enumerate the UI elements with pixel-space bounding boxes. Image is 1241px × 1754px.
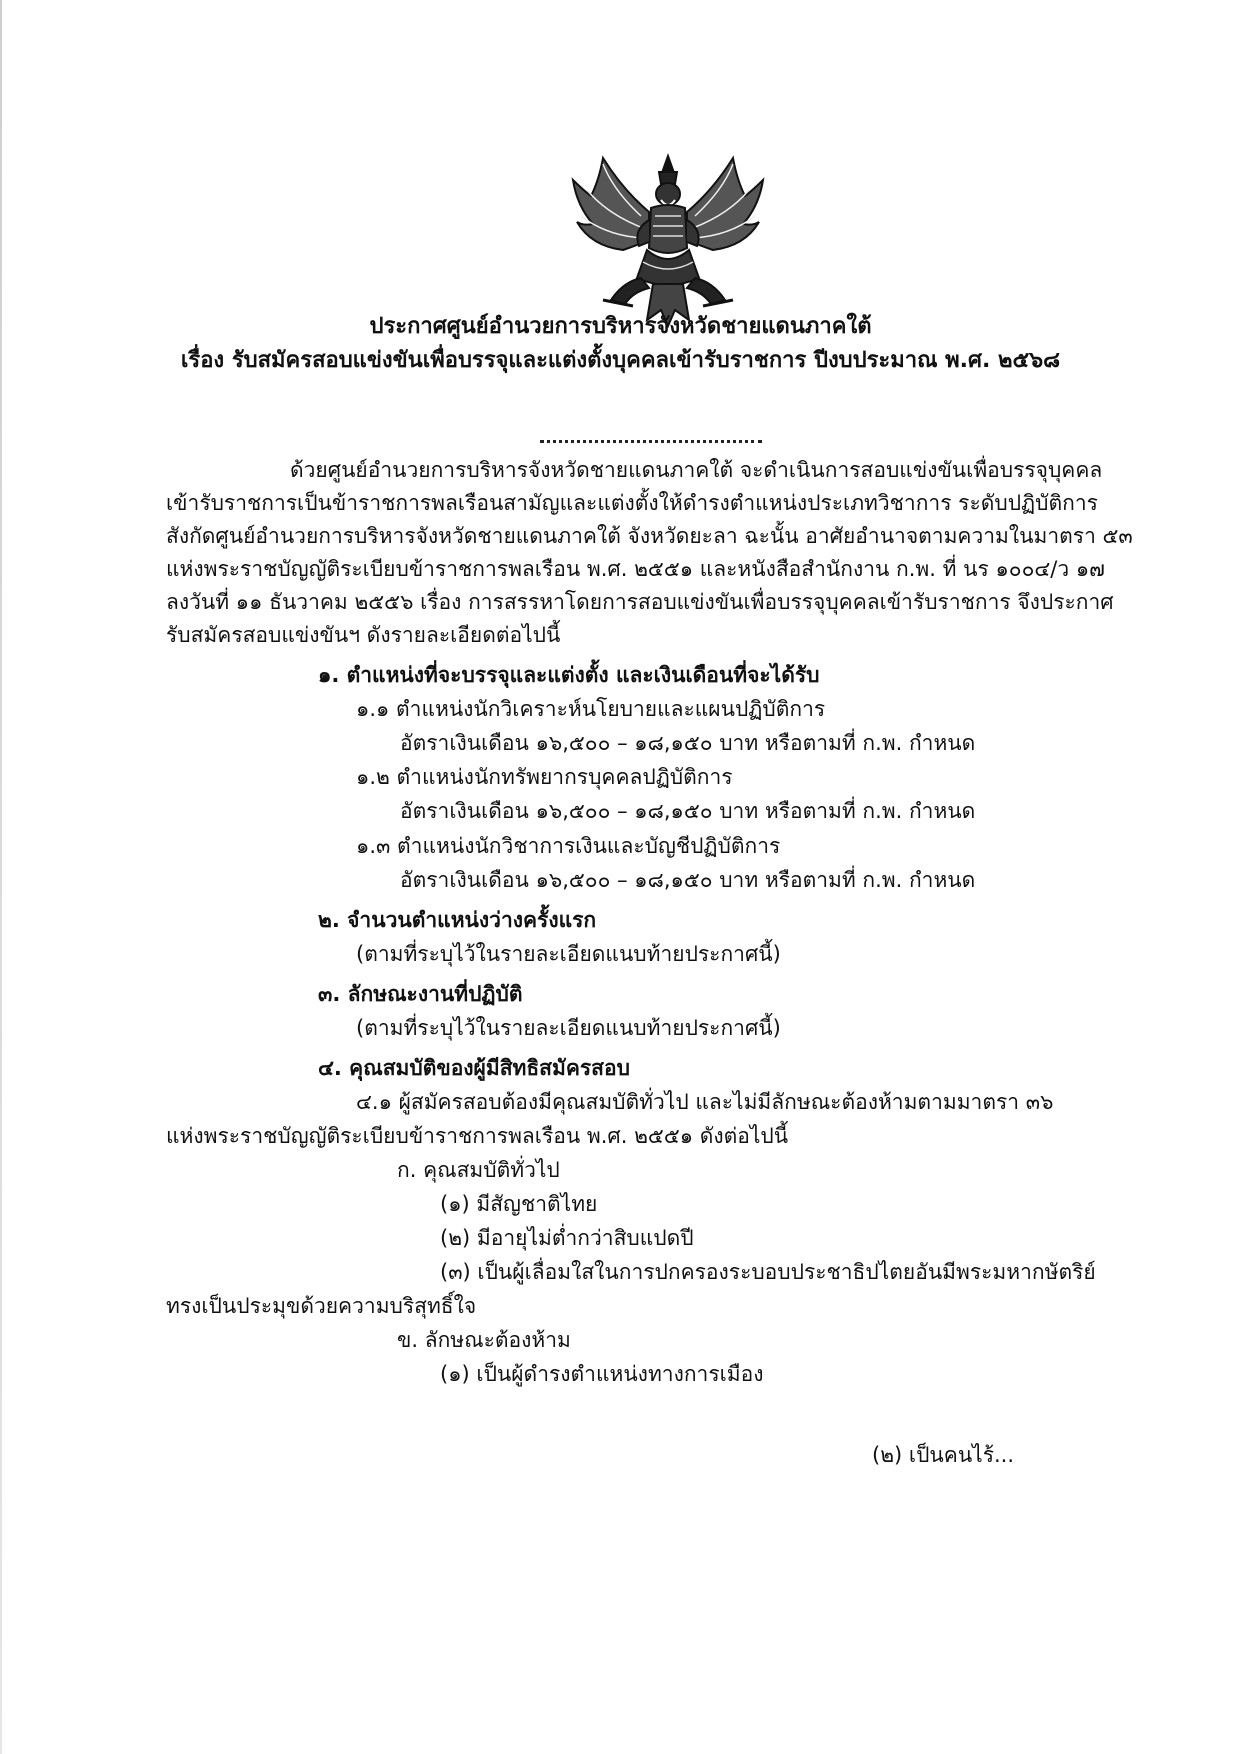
- position-1-salary: อัตราเงินเดือน ๑๖,๕๐๐ – ๑๘,๑๕๐ บาท หรือตามที่ ก.พ. กำหนด: [400, 731, 976, 755]
- intro-line-4: แห่งพระราชบัญญัติระเบียบข้าราชการพลเรือน พ.ศ. ๒๕๕๑ และหนังสือสำนักงาน ก.พ. ที่ นร ๑๐๐๔/ว ๑๗: [166, 557, 1105, 581]
- general-item-1: (๑) มีสัญชาติไทย: [440, 1192, 598, 1216]
- position-1-title: ๑.๑ ตำแหน่งนักวิเคราะห์นโยบายและแผนปฏิบัติการ: [356, 697, 826, 721]
- title-divider: [540, 438, 762, 443]
- intro-line-6: รับสมัครสอบแข่งขันฯ ดังรายละเอียดต่อไปนี้: [166, 623, 561, 647]
- section-4-para-line-2: แห่งพระราชบัญญัติระเบียบข้าราชการพลเรือน พ.ศ. ๒๕๕๑ ดังต่อไปนี้: [166, 1124, 789, 1148]
- position-3-salary: อัตราเงินเดือน ๑๖,๕๐๐ – ๑๘,๑๕๐ บาท หรือตามที่ ก.พ. กำหนด: [400, 868, 976, 892]
- page-subject: เรื่อง รับสมัครสอบแข่งขันเพื่อบรรจุและแต่งตั้งบุคคลเข้ารับราชการ ปีงบประมาณ พ.ศ. ๒๕๖๘: [180, 348, 1061, 373]
- general-item-3: (๓) เป็นผู้เลื่อมใสในการปกครองระบอบประชาธิปไตยอันมีพระมหากษัตริย์: [440, 1260, 1096, 1284]
- position-2-salary: อัตราเงินเดือน ๑๖,๕๐๐ – ๑๘,๑๕๐ บาท หรือตามที่ ก.พ. กำหนด: [400, 799, 976, 823]
- intro-line-3: สังกัดศูนย์อำนวยการบริหารจังหวัดชายแดนภาคใต้ จังหวัดยะลา ฉะนั้น อาศัยอำนาจตามความในมาตรา ๕๓: [166, 524, 1133, 548]
- intro-line-1: ด้วยศูนย์อำนวยการบริหารจังหวัดชายแดนภาคใต้ จะดำเนินการสอบแข่งขันเพื่อบรรจุบุคคล: [290, 458, 1103, 482]
- section-3-heading: ๓. ลักษณะงานที่ปฏิบัติ: [318, 982, 523, 1006]
- section-1-heading: ๑. ตำแหน่งที่จะบรรจุและแต่งตั้ง และเงินเดือนที่จะได้รับ: [318, 663, 820, 687]
- general-item-3-continuation: ทรงเป็นประมุขด้วยความบริสุทธิ์ใจ: [166, 1294, 477, 1318]
- page-continuation: (๒) เป็นคนไร้...: [872, 1443, 1015, 1467]
- section-3-note: (ตามที่ระบุไว้ในรายละเอียดแนบท้ายประกาศนี้): [356, 1016, 781, 1040]
- general-qualifications-heading: ก. คุณสมบัติทั่วไป: [397, 1158, 560, 1182]
- page-title: ประกาศศูนย์อำนวยการบริหารจังหวัดชายแดนภาคใต้: [369, 314, 872, 339]
- intro-line-2: เข้ารับราชการเป็นข้าราชการพลเรือนสามัญและแต่งตั้งให้ดำรงตำแหน่งประเภทวิชาการ ระดับปฏิบัติการ: [166, 491, 1098, 515]
- position-2-title: ๑.๒ ตำแหน่งนักทรัพยากรบุคคลปฏิบัติการ: [356, 765, 733, 789]
- prohibited-heading: ข. ลักษณะต้องห้าม: [397, 1328, 571, 1352]
- intro-line-5: ลงวันที่ ๑๑ ธันวาคม ๒๕๕๖ เรื่อง การสรรหาโดยการสอบแข่งขันเพื่อบรรจุบุคคลเข้ารับราชการ จึงประกาศ: [166, 590, 1114, 614]
- section-4-para-line-1: ๔.๑ ผู้สมัครสอบต้องมีคุณสมบัติทั่วไป และไม่มีลักษณะต้องห้ามตามมาตรา ๓๖: [356, 1090, 1054, 1114]
- section-2-note: (ตามที่ระบุไว้ในรายละเอียดแนบท้ายประกาศนี้): [356, 942, 781, 966]
- prohibited-item-1: (๑) เป็นผู้ดำรงตำแหน่งทางการเมือง: [440, 1362, 764, 1386]
- garuda-emblem-icon: [563, 150, 773, 328]
- section-2-heading: ๒. จำนวนตำแหน่งว่างครั้งแรก: [318, 908, 597, 932]
- section-4-heading: ๔. คุณสมบัติของผู้มีสิทธิสมัครสอบ: [318, 1056, 630, 1080]
- position-3-title: ๑.๓ ตำแหน่งนักวิชาการเงินและบัญชีปฏิบัติการ: [356, 834, 781, 858]
- scan-edge: [0, 0, 2, 1754]
- general-item-2: (๒) มีอายุไม่ต่ำกว่าสิบแปดปี: [440, 1226, 694, 1250]
